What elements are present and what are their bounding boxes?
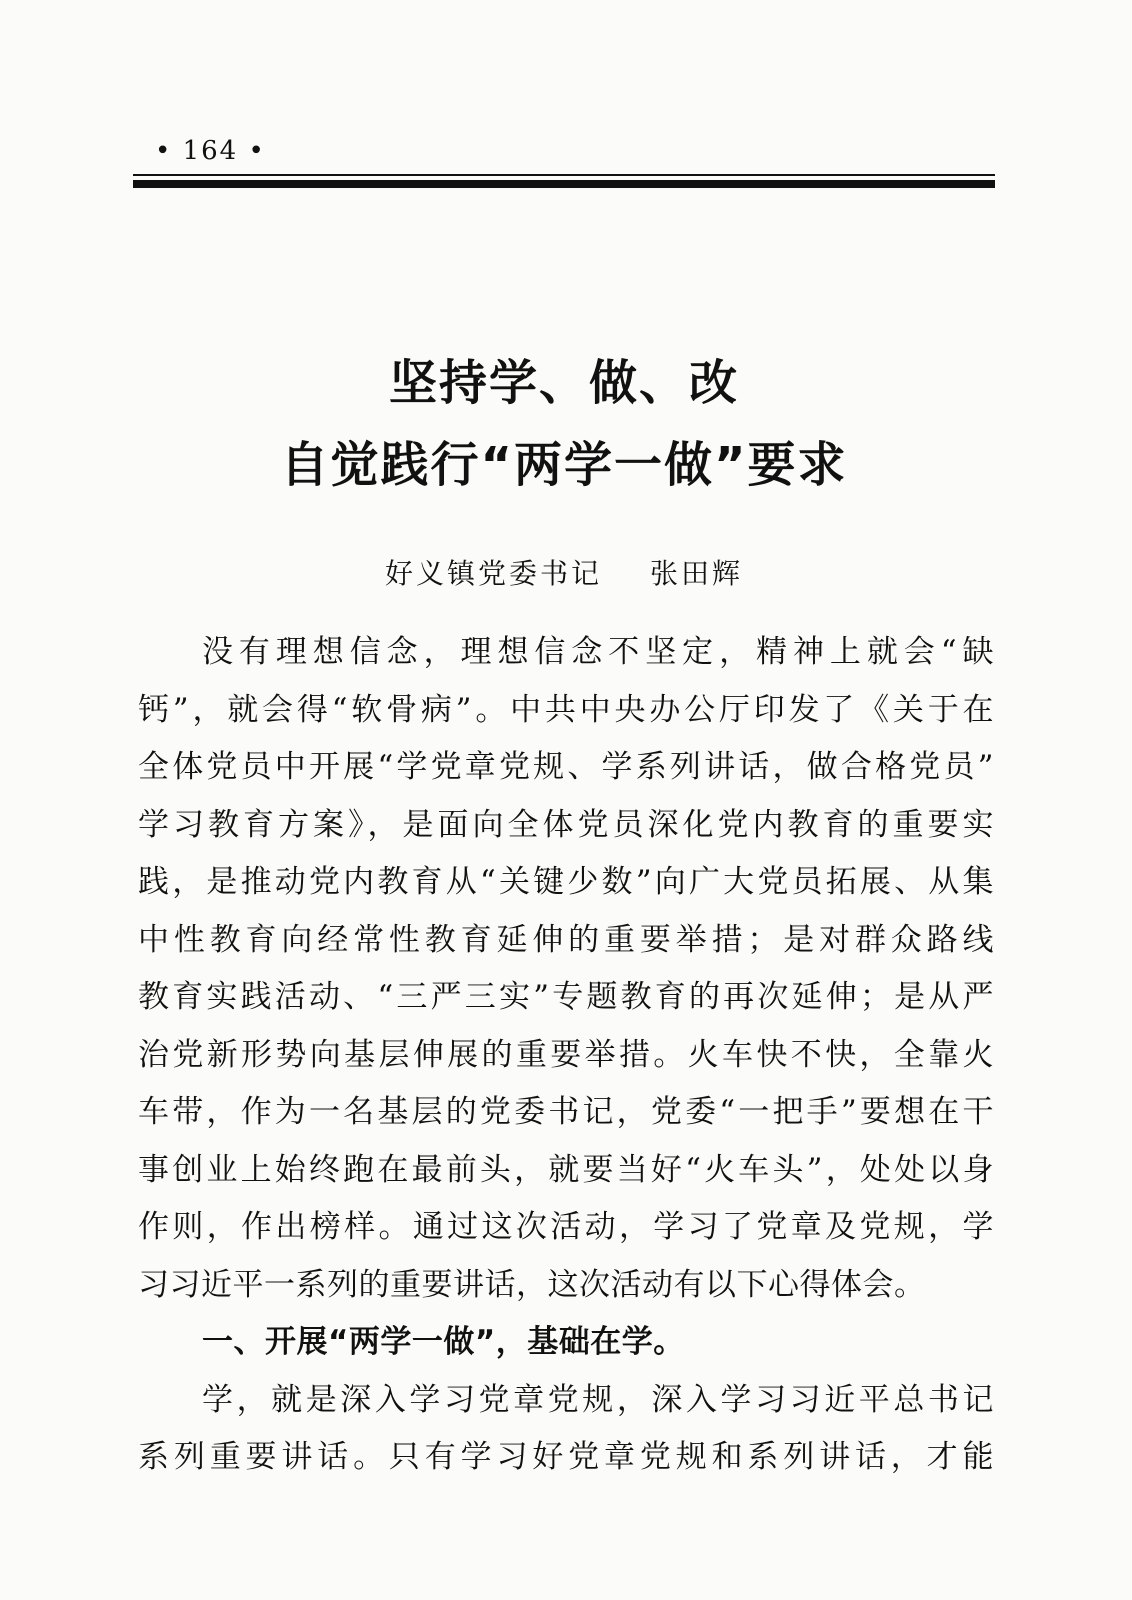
header-rule-thick: [133, 180, 995, 188]
body-line: 践，是推动党内教育从“关键少数”向广大党员拓展、从集: [138, 864, 994, 900]
article-title: [133, 342, 995, 506]
section-heading: 一、开展“两学一做”，基础在学。: [202, 1324, 685, 1360]
body-line: 教育实践活动、“三严三实”专题教育的再次延伸；是从严: [138, 979, 994, 1015]
body-line: 学，就是深入学习党章党规，深入学习习近平总书记: [202, 1381, 994, 1418]
body-line: 全体党员中开展“学党章党规、学系列讲话，做合格党员”: [138, 749, 994, 785]
body-line: 中性教育向经常性教育延伸的重要举措；是对群众路线: [138, 921, 994, 958]
page-header: [133, 128, 995, 198]
author-name: 张田辉: [649, 557, 743, 590]
body-line: 习习近平一系列的重要讲话，这次活动有以下心得体会。: [138, 1266, 926, 1303]
title-line-2: 自觉践行“两学一做”要求: [280, 437, 848, 493]
body-line: 学习教育方案》，是面向全体党员深化党内教育的重要实: [138, 806, 994, 843]
body-line: 事创业上始终跑在最前头，就要当好“火车头”，处处以身: [138, 1151, 994, 1188]
body-line: 钙”，就会得“软骨病”。中共中央办公厅印发了《关于在: [138, 691, 994, 728]
title-line-1: 坚持学、做、改: [388, 355, 739, 411]
body-line: 系列重要讲话。只有学习好党章党规和系列讲话，才能: [138, 1439, 994, 1475]
body-line: 治党新形势向基层伸展的重要举措。火车快不快，全靠火: [138, 1036, 994, 1073]
body-line: 作则，作出榜样。通过这次活动，学习了党章及党规，学: [138, 1209, 994, 1245]
body-line: 车带，作为一名基层的党委书记，党委“一把手”要想在干: [138, 1094, 994, 1130]
author-byline: [133, 552, 995, 592]
article-body: [138, 624, 994, 1487]
header-rule-thin: [133, 174, 995, 176]
page-number: • 164 •: [155, 136, 266, 166]
body-line: 没有理想信念，理想信念不坚定，精神上就会“缺: [202, 634, 994, 670]
author-role: 好义镇党委书记: [385, 557, 603, 590]
